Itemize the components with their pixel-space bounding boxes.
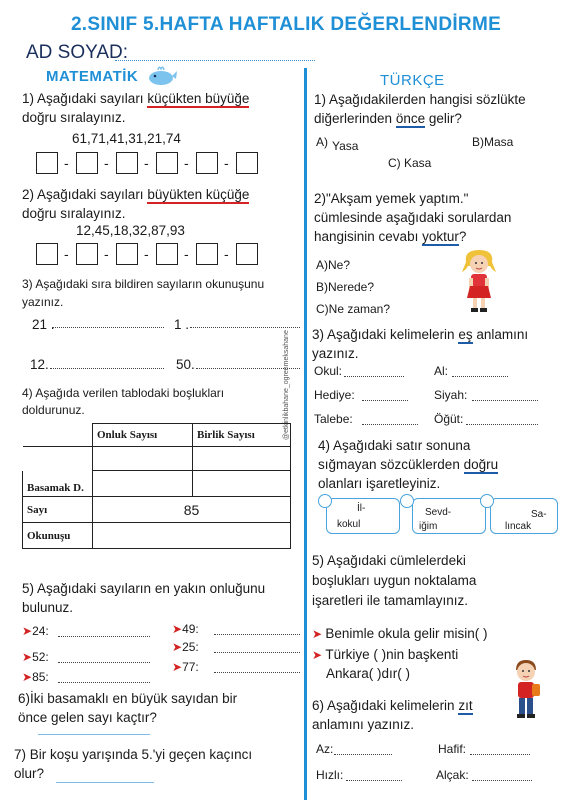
tr-q1-text: 1) Aşağıdakilerden hangisi sözlükte <box>314 92 526 107</box>
number-value: 85 <box>93 497 291 523</box>
arrow-icon: ➤ <box>312 648 326 662</box>
answer-line[interactable] <box>214 672 300 673</box>
answer-box[interactable] <box>76 152 98 174</box>
place-value-table <box>22 423 291 549</box>
page-title: 2.SINIF 5.HAFTA HAFTALIK DEĞERLENDİRME <box>70 14 502 35</box>
punctuation-sentence: ➤ Türkiye ( )nin başkenti <box>312 647 459 662</box>
tr-q4-emphasis: doğru <box>463 457 499 472</box>
answer-box[interactable] <box>156 152 178 174</box>
answer-line[interactable] <box>190 327 300 328</box>
watermark: @etkinlikbahane_ogrenmeksahane <box>283 330 290 440</box>
tr-q2-text: 2)"Akşam yemek yaptım." <box>314 191 469 206</box>
tr-q3-emphasis: eş <box>458 327 473 342</box>
checkbox-circle[interactable] <box>318 494 332 508</box>
arrow-icon: ➤ <box>172 660 183 674</box>
answer-line[interactable] <box>38 734 150 735</box>
row-label: Sayı <box>23 497 93 523</box>
tr-q6-text-b: anlamını yazınız. <box>312 717 415 732</box>
option-item[interactable]: B)Nerede? <box>316 280 375 294</box>
answer-box[interactable] <box>36 152 58 174</box>
table-cell[interactable] <box>93 471 193 497</box>
answer-line[interactable] <box>472 400 538 401</box>
ordinal-item: 1 . <box>174 317 190 332</box>
answer-line[interactable] <box>58 636 150 637</box>
arrow-icon: ➤ <box>22 670 33 684</box>
rounding-item: ➤24: <box>22 624 49 638</box>
math-q1-text-b: doğru sıralayınız. <box>22 110 126 125</box>
table-header: Birlik Sayısı <box>193 424 291 447</box>
name-line[interactable] <box>115 60 315 61</box>
word-label: Öğüt: <box>434 412 464 426</box>
option-c[interactable]: C) Kasa <box>388 156 432 170</box>
name-label: AD SOYAD: <box>26 42 129 63</box>
row-label: Okunuşu <box>23 523 93 549</box>
math-heading: MATEMATİK <box>46 68 139 85</box>
checkbox-circle[interactable] <box>400 494 414 508</box>
answer-box[interactable] <box>76 243 98 265</box>
math-q2-text: 2) Aşağıdaki sayıları büyükten küçüğe <box>22 187 250 202</box>
tr-q5-text-c: işaretleri ile tamamlayınız. <box>312 593 469 608</box>
rounding-item: ➤85: <box>22 670 49 684</box>
option-item[interactable]: A)Ne? <box>316 258 351 272</box>
row-label: Basamak D. <box>23 471 93 497</box>
tr-q6-text: 6) Aşağıdaki kelimelerin zıt <box>312 698 473 713</box>
math-q2-text-b: doğru sıralayınız. <box>22 206 126 221</box>
tr-q4-text-c: olanları işaretleyiniz. <box>318 476 441 491</box>
math-q1-text: 1) Aşağıdaki sayıları küçükten büyüğe <box>22 91 250 106</box>
arrow-icon: ➤ <box>312 627 326 641</box>
math-q2-emphasis: büyükten küçüğe <box>147 187 250 202</box>
ordinal-item: 12. <box>30 357 49 372</box>
word-label: Talebe: <box>314 412 353 426</box>
whale-icon <box>146 64 178 86</box>
table-cell[interactable] <box>93 447 193 471</box>
answer-line[interactable] <box>50 368 164 369</box>
answer-line[interactable] <box>58 682 150 683</box>
hyphen-option[interactable]: İl- kokul <box>326 498 400 534</box>
rounding-item: ➤49: <box>172 622 199 636</box>
checkbox-circle[interactable] <box>480 494 494 508</box>
answer-line[interactable] <box>452 376 508 377</box>
math-q6-text-b: önce gelen sayı kaçtır? <box>18 710 157 725</box>
punctuation-sentence-cont: Ankara( )dır( ) <box>326 666 411 681</box>
hyphen-option[interactable]: Sevd- iğim <box>412 498 486 534</box>
tr-q6-emphasis: zıt <box>458 698 473 713</box>
rounding-item: ➤25: <box>172 640 199 654</box>
math-q3-text-b: yazınız. <box>22 295 64 309</box>
hyphen-option[interactable]: Sa- lıncak <box>490 498 558 534</box>
word-label: Hızlı: <box>316 768 344 782</box>
math-q4-text-b: doldurunuz. <box>22 403 85 417</box>
answer-box[interactable] <box>116 152 138 174</box>
tr-q1-emphasis: önce <box>395 111 426 126</box>
answer-line[interactable] <box>466 424 538 425</box>
math-q4-text: 4) Aşağıda verilen tablodaki boşlukları <box>22 386 225 400</box>
math-q5-text-b: bulunuz. <box>22 600 74 615</box>
answer-line[interactable] <box>346 780 402 781</box>
tr-q5-text-b: boşlukları uygun noktalama <box>312 573 477 588</box>
answer-box[interactable] <box>36 243 58 265</box>
word-label: Hafif: <box>438 742 467 756</box>
math-q7-text: 7) Bir koşu yarışında 5.'yi geçen kaçıncı <box>14 747 253 762</box>
option-item[interactable]: C)Ne zaman? <box>316 302 391 316</box>
math-q1-emphasis: küçükten büyüğe <box>147 91 250 106</box>
arrow-icon: ➤ <box>172 640 183 654</box>
answer-line[interactable] <box>334 754 392 755</box>
tr-q2-emphasis: yoktur <box>422 229 459 244</box>
table-header: Onluk Sayısı <box>93 424 193 447</box>
column-divider <box>304 68 307 800</box>
turkish-heading: TÜRKÇE <box>380 72 445 89</box>
math-q7-text-b: olur? <box>14 766 45 781</box>
answer-box[interactable] <box>156 243 178 265</box>
math-q1-numbers: 61,71,41,31,21,74 <box>72 131 181 146</box>
tr-q3-text-b: yazınız. <box>312 346 359 361</box>
table-cell[interactable] <box>193 471 291 497</box>
answer-line[interactable] <box>362 424 418 425</box>
answer-line[interactable] <box>214 634 300 635</box>
arrow-icon: ➤ <box>172 622 183 636</box>
punctuation-sentence: ➤ Benimle okula gelir misin( ) <box>312 626 488 641</box>
answer-box[interactable] <box>196 243 218 265</box>
answer-line[interactable] <box>56 782 154 783</box>
answer-box[interactable] <box>196 152 218 174</box>
ordinal-item: 21 . <box>32 317 55 332</box>
rounding-item: ➤77: <box>172 660 199 674</box>
word-label: Az: <box>316 742 334 756</box>
word-label: Hediye: <box>314 388 355 402</box>
tr-q3-text: 3) Aşağıdaki kelimelerin eş anlamını <box>312 327 529 342</box>
tr-q1-text-b: diğerlerinden önce gelir? <box>314 111 462 126</box>
answer-line[interactable] <box>362 400 408 401</box>
answer-line[interactable] <box>472 780 532 781</box>
option-b[interactable]: B)Masa <box>472 135 514 149</box>
word-label: Siyah: <box>434 388 468 402</box>
table-cell[interactable] <box>93 523 291 549</box>
tr-q5-text: 5) Aşağıdaki cümlelerdeki <box>312 553 466 568</box>
arrow-icon: ➤ <box>22 650 33 664</box>
answer-line[interactable] <box>52 327 164 328</box>
tr-q2-text-b: cümlesinde aşağıdaki sorulardan <box>314 210 512 225</box>
table-cell[interactable] <box>193 447 291 471</box>
word-label: Okul: <box>314 364 343 378</box>
answer-line[interactable] <box>344 376 404 377</box>
tr-q4-text-b: sığmayan sözcüklerden doğru <box>318 457 499 472</box>
answer-box[interactable] <box>116 243 138 265</box>
option-a-text: Yasa <box>332 139 359 153</box>
answer-box[interactable] <box>236 152 258 174</box>
tr-q4-text: 4) Aşağıdaki satır sonuna <box>318 438 471 453</box>
arrow-icon: ➤ <box>22 624 33 638</box>
math-q3-text: 3) Aşağıdaki sıra bildiren sayıların okunuşunu <box>22 277 265 291</box>
option-a[interactable]: A) <box>316 135 328 149</box>
answer-box[interactable] <box>236 243 258 265</box>
girl-icon <box>456 248 502 314</box>
boy-icon <box>506 658 546 724</box>
ordinal-item: 50. <box>176 357 195 372</box>
math-q2-numbers: 12,45,18,32,87,93 <box>76 223 185 238</box>
math-q6-text: 6)İki basamaklı en büyük sayıdan bir <box>18 691 238 706</box>
answer-line[interactable] <box>214 652 300 653</box>
answer-line[interactable] <box>58 662 150 663</box>
word-label: Alçak: <box>436 768 469 782</box>
word-label: Al: <box>434 364 449 378</box>
tr-q2-text-c: hangisinin cevabı yoktur? <box>314 229 467 244</box>
math-q5-text: 5) Aşağıdaki sayıların en yakın onluğunu <box>22 581 266 596</box>
answer-line[interactable] <box>470 754 530 755</box>
rounding-item: ➤52: <box>22 650 49 664</box>
